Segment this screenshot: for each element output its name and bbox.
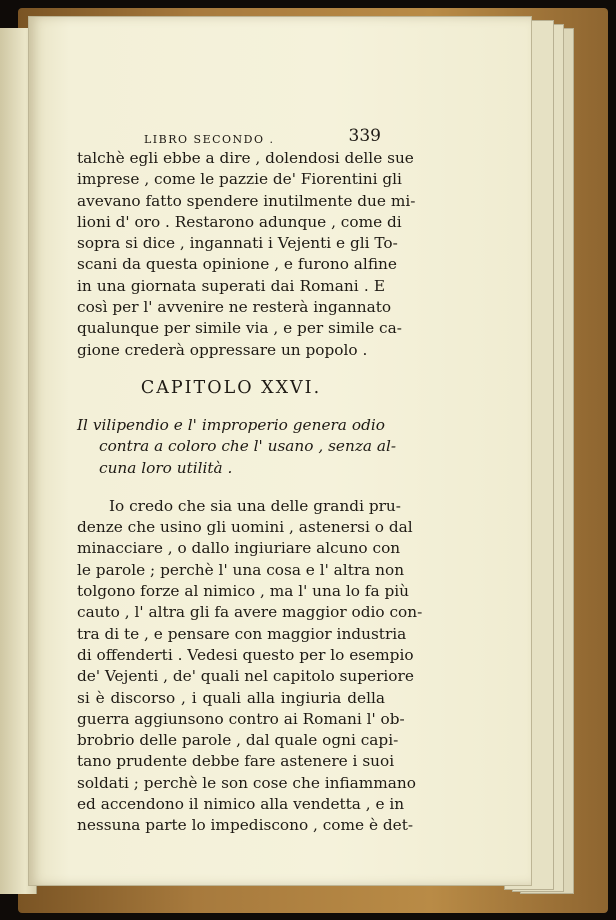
page-number: 339 — [348, 126, 381, 146]
text-line: minacciare , o dallo ingiuriare alcuno con — [77, 539, 401, 558]
chapter-summary — [77, 415, 397, 479]
text-line: in una giornata superati dai Romani . E — [77, 276, 385, 295]
text-line: soldati ; perchè le son cose che infiammano — [77, 773, 416, 792]
text-line: tano prudente debbe fare astenere i suoi — [77, 752, 395, 771]
text-line: tra di te , e pensare con maggior industria — [77, 624, 407, 643]
page-text — [77, 126, 423, 837]
running-title: LIBRO SECONDO . — [144, 133, 275, 146]
text-line: tolgono forze al nimico , ma l' una lo fa più — [77, 582, 409, 601]
text-line: guerra aggiunsono contro ai Romani l' ob- — [77, 709, 405, 728]
text-line: Io credo che sia una delle grandi pru- — [109, 496, 401, 515]
text-line: sopra si dice , ingannati i Vejenti e gli To- — [77, 234, 398, 253]
text-line: de' Vejenti , de' quali nel capitolo superiore — [77, 667, 414, 686]
chapter-title: CAPITOLO XXVI. — [140, 377, 322, 398]
running-head — [77, 126, 385, 148]
summary-line: Il vilipendio e l' improperio genera odio — [77, 415, 385, 434]
summary-line: contra a coloro che l' usano , senza al- — [99, 437, 397, 456]
text-line: le parole ; perchè l' una cosa e l' altra non — [77, 560, 405, 579]
chapter-paragraph — [77, 496, 423, 837]
text-line: così per l' avvenire ne resterà ingannato — [77, 298, 392, 317]
text-line: si è discorso , i quali alla ingiuria della — [77, 688, 385, 707]
text-line: imprese , come le pazzie de' Fiorentini gli — [77, 170, 402, 189]
text-line: di offenderti . Vedesi questo per lo esempio — [77, 645, 414, 664]
text-line: qualunque per simile via , e per simile ca- — [77, 319, 402, 338]
text-line: lioni d' oro . Restarono adunque , come di — [77, 212, 402, 231]
text-line: nessuna parte lo impediscono , come è det- — [77, 816, 414, 835]
text-line: denze che usino gli uomini , astenersi o dal — [77, 518, 413, 537]
text-line: brobrio delle parole , dal quale ogni capi- — [77, 731, 399, 750]
text-line: cauto , l' altra gli fa avere maggior odio con- — [77, 603, 423, 622]
text-line: scani da questa opinione , e furono alfine — [77, 255, 397, 274]
text-line: avevano fatto spendere inutilmente due mi- — [77, 191, 416, 210]
text-line: talchè egli ebbe a dire , dolendosi delle sue — [77, 149, 414, 167]
continued-paragraph — [77, 148, 416, 361]
text-line: gione crederà oppressare un popolo . — [77, 340, 368, 359]
text-line: ed accendono il nimico alla vendetta , e in — [77, 795, 405, 814]
summary-line: cuna loro utilità . — [99, 458, 233, 477]
